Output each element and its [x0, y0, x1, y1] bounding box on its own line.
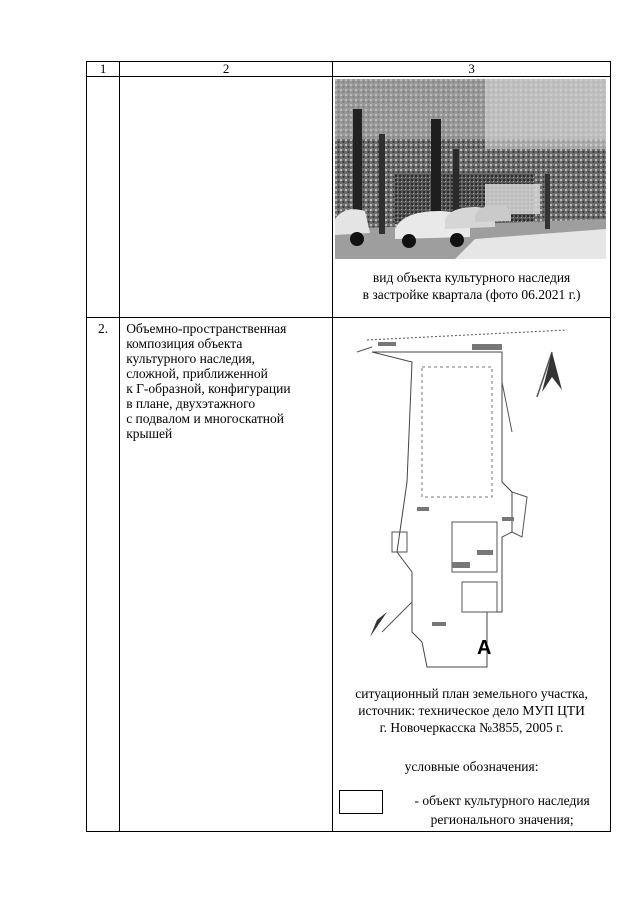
- photo-caption: [333, 259, 610, 317]
- legend-item-line-1: - объект культурного наследия: [414, 793, 590, 808]
- header-col-3: 3: [333, 62, 611, 77]
- description-line: сложной, приближенной: [126, 366, 268, 381]
- heritage-table: [86, 61, 611, 832]
- description-line: к Г-образной, конфигурации: [126, 381, 291, 396]
- description-line: крышей: [126, 426, 173, 441]
- legend-title: условные обозначения:: [404, 759, 539, 774]
- legend-item: [333, 787, 610, 831]
- composition-description: [120, 318, 333, 832]
- plan-caption-line-1: ситуационный план земельного участка,: [355, 686, 588, 701]
- description-line: с подвалом и многоскатной: [126, 411, 284, 426]
- legend-item-text: [397, 791, 607, 829]
- plan-caption: [333, 685, 610, 736]
- plan-marker-label: А: [476, 637, 492, 659]
- site-plan-drawing: [352, 322, 592, 677]
- header-col-1: 1: [87, 62, 120, 77]
- legend-item-line-2: регионального значения;: [430, 812, 574, 827]
- description-line: композиция объекта: [126, 336, 243, 351]
- plan-caption-line-2: источник: техническое дело МУП ЦТИ: [358, 703, 585, 718]
- row-number: 2.: [87, 318, 120, 832]
- plan-caption-line-3: г. Новочеркасска №3855, 2005 г.: [379, 720, 564, 735]
- legend-symbol-box: [339, 790, 383, 814]
- description-line: культурного наследия,: [126, 351, 256, 366]
- table-header-row: [87, 62, 611, 77]
- building-photo: [335, 79, 606, 259]
- description-line: Объемно-пространственная: [126, 321, 287, 336]
- photo-caption-line-2: в застройке квартала (фото 06.2021 г.): [362, 287, 581, 302]
- table-row-photo: [87, 77, 611, 318]
- header-col-2: 2: [120, 62, 333, 77]
- photo-caption-line-1: вид объекта культурного наследия: [372, 270, 571, 285]
- description-line: в плане, двухэтажного: [126, 396, 256, 411]
- table-row-composition: [87, 318, 611, 832]
